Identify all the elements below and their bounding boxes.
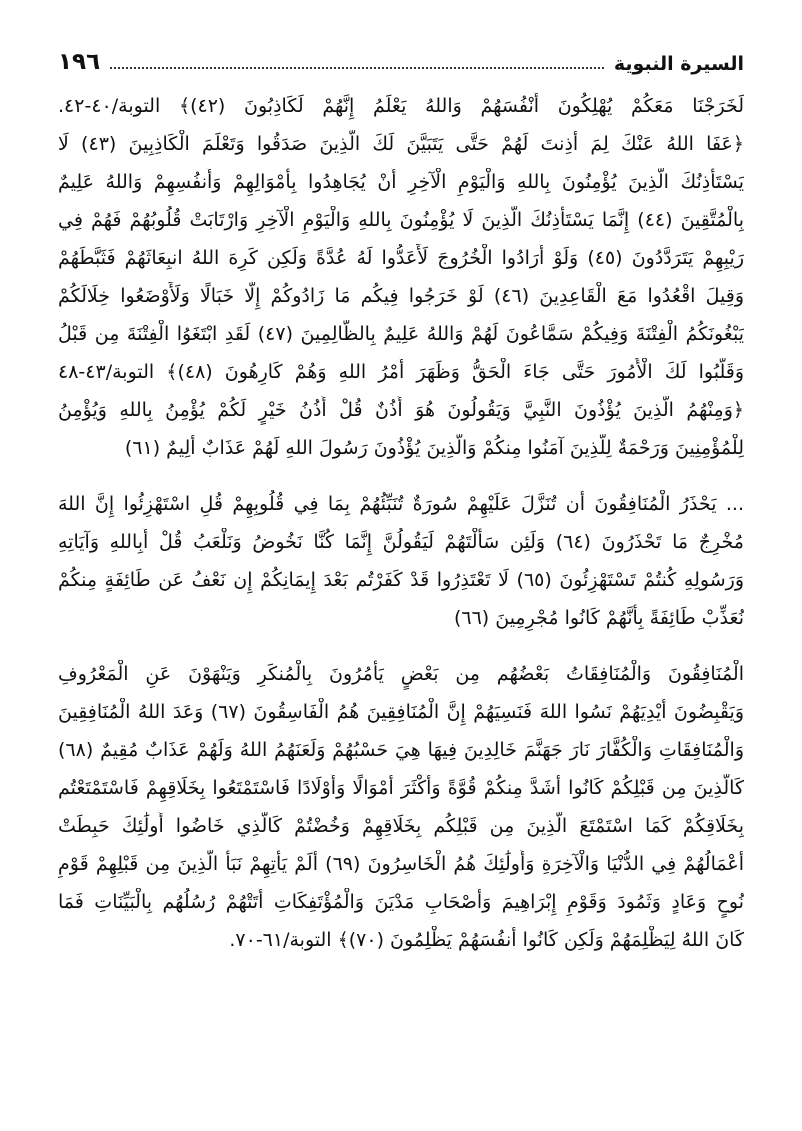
text-line: رَيْبِهِمْ يَتَرَدَّدُونَ (٤٥) وَلَوْ أَرَادُوا الْخُرُوجَ لَأَعَدُّوا لَهُ عُدَّةً وَلَكِن كَرِهَ اللهُ انبِعَاثَهُمْ فَثَبَّطَهُمْ <box>58 247 744 269</box>
text-line: ﴿عَفَا اللهُ عَنْكَ لِمَ أَذِنتَ لَهُمْ حَتَّى يَتَبَيَّنَ لَكَ الَّذِينَ صَدَقُوا وَتَعْلَمَ الْكَاذِبِينَ (٤٣) لَا <box>58 133 744 155</box>
text-line: يَسْتَأْذِنُكَ الَّذِينَ يُؤْمِنُونَ بِاللهِ وَالْيَوْمِ الْآخِرِ أَنْ يُجَاهِدُوا بِأَمْوَالِهِمْ وَأَنفُسِهِمْ وَاللهُ عَلِيمٌ <box>58 171 744 193</box>
text-line: لِلْمُؤْمِنِينَ وَرَحْمَةٌ لِلَّذِينَ آمَنُوا مِنكُمْ وَالَّذِينَ يُؤْذُونَ رَسُولَ اللهِ لَهُمْ عَذَابٌ أَلِيمٌ (٦١) <box>124 437 744 459</box>
text-line: وَقِيلَ اقْعُدُوا مَعَ الْقَاعِدِينَ (٤٦) لَوْ خَرَجُوا فِيكُم مَا زَادُوكُمْ إِلَّا خَبَالًا وَلَأَوْضَعُوا خِلَالَكُمْ <box>58 285 744 307</box>
text-line: كَالَّذِينَ مِن قَبْلِكُمْ كَانُوا أَشَدَّ مِنكُمْ قُوَّةً وَأَكْثَرَ أَمْوَالًا وَأَوْلَادًا فَاسْتَمْتَعُوا بِخَلَاقِهِمْ فَاسْتَمْتَعْتُم <box>58 777 744 799</box>
running-title: السيرة النبوية <box>613 53 744 75</box>
text-line: كَانَ اللهُ لِيَظْلِمَهُمْ وَلَكِن كَانُوا أَنفُسَهُمْ يَظْلِمُونَ (٧٠)﴾ التوبة/٦١-٧٠. <box>229 929 744 951</box>
text-line: مُخْرِجٌ مَا تَحْذَرُونَ (٦٤) وَلَئِن سَأَلْتَهُمْ لَيَقُولُنَّ إِنَّمَا كُنَّا نَخُوضُ وَنَلْعَبُ قُلْ أَبِاللهِ وَآيَاتِهِ <box>58 531 744 553</box>
header-dotted-rule <box>110 67 604 69</box>
text-line: نُعَذِّبْ طَائِفَةً بِأَنَّهُمْ كَانُوا مُجْرِمِينَ (٦٦) <box>453 607 744 629</box>
text-line: بِالْمُتَّقِينَ (٤٤) إِنَّمَا يَسْتَأْذِنُكَ الَّذِينَ لَا يُؤْمِنُونَ بِاللهِ وَالْيَوْمِ الْآخِرِ وَارْتَابَتْ قُلُوبُهُمْ فَهُمْ فِي <box>58 209 744 231</box>
text-line: وَقَلَّبُوا لَكَ الْأُمُورَ حَتَّى جَاءَ الْحَقُّ وَظَهَرَ أَمْرُ اللهِ وَهُمْ كَارِهُونَ (٤٨)﴾ التوبة/٤٣-٤٨ <box>58 361 744 383</box>
page-number: ١٩٦ <box>58 49 101 75</box>
text-line: وَالْمُنَافِقَاتِ وَالْكُفَّارَ نَارَ جَهَنَّمَ خَالِدِينَ فِيهَا هِيَ حَسْبُهُمْ وَلَعَنَهُمُ اللهُ وَلَهُمْ عَذَابٌ مُقِيمٌ (٦٨) <box>58 739 744 761</box>
page-header <box>58 38 744 74</box>
text-line: نُوحٍ وَعَادٍ وَثَمُودَ وَقَوْمِ إِبْرَاهِيمَ وَأَصْحَابِ مَدْيَنَ وَالْمُؤْتَفِكَاتِ أَتَتْهُمْ رُسُلُهُم بِالْبَيِّنَاتِ فَمَا <box>58 891 744 913</box>
paragraph-gap <box>58 642 744 660</box>
text-line: لَخَرَجْنَا مَعَكُمْ يُهْلِكُونَ أَنْفُسَهُمْ وَاللهُ يَعْلَمُ إِنَّهُمْ لَكَاذِبُونَ (٤٢)﴾ التوبة/٤٠-٤٢. <box>58 95 744 117</box>
page-body <box>58 92 744 964</box>
text-line: وَرَسُولِهِ كُنتُمْ تَسْتَهْزِئُونَ (٦٥) لَا تَعْتَذِرُوا قَدْ كَفَرْتُم بَعْدَ إِيمَانِكُمْ إِن نَعْفُ عَن طَائِفَةٍ مِنكُمْ <box>58 569 744 591</box>
text-line: وَيَقْبِضُونَ أَيْدِيَهُمْ نَسُوا اللهَ فَنَسِيَهُمْ إِنَّ الْمُنَافِقِينَ هُمُ الْفَاسِقُونَ (٦٧) وَعَدَ اللهُ الْمُنَافِقِينَ <box>58 701 744 723</box>
text-line: الْمُنَافِقُونَ وَالْمُنَافِقَاتُ بَعْضُهُم مِن بَعْضٍ يَأْمُرُونَ بِالْمُنكَرِ وَيَنْهَوْنَ عَنِ الْمَعْرُوفِ <box>58 663 744 685</box>
text-line: ﴿وَمِنْهُمُ الَّذِينَ يُؤْذُونَ النَّبِيَّ وَيَقُولُونَ هُوَ أُذُنٌ قُلْ أُذُنُ خَيْرٍ لَكُمْ يُؤْمِنُ بِاللهِ وَيُؤْمِنُ <box>58 399 744 421</box>
text-line: يَبْغُونَكُمُ الْفِتْنَةَ وَفِيكُمْ سَمَّاعُونَ لَهُمْ وَاللهُ عَلِيمٌ بِالظَّالِمِينَ (٤٧) لَقَدِ ابْتَغَوُا الْفِتْنَةَ مِن قَبْلُ <box>58 323 744 345</box>
text-line: بِخَلَاقِكُمْ كَمَا اسْتَمْتَعَ الَّذِينَ مِن قَبْلِكُم بِخَلَاقِهِمْ وَخُضْتُمْ كَالَّذِي خَاضُوا أُولَٰئِكَ حَبِطَتْ <box>58 815 744 837</box>
paragraph-gap <box>58 472 744 490</box>
text-line: أَعْمَالُهُمْ فِي الدُّنْيَا وَالْآخِرَةِ وَأُولَٰئِكَ هُمُ الْخَاسِرُونَ (٦٩) أَلَمْ يَأْتِهِمْ نَبَأُ الَّذِينَ مِن قَبْلِهِمْ قَوْمِ <box>58 853 744 875</box>
text-line: ... يَحْذَرُ الْمُنَافِقُونَ أَن تُنَزَّلَ عَلَيْهِمْ سُورَةٌ تُنَبِّئُهُمْ بِمَا فِي قُلُوبِهِمْ قُلِ اسْتَهْزِئُوا إِنَّ اللهَ <box>58 493 744 515</box>
